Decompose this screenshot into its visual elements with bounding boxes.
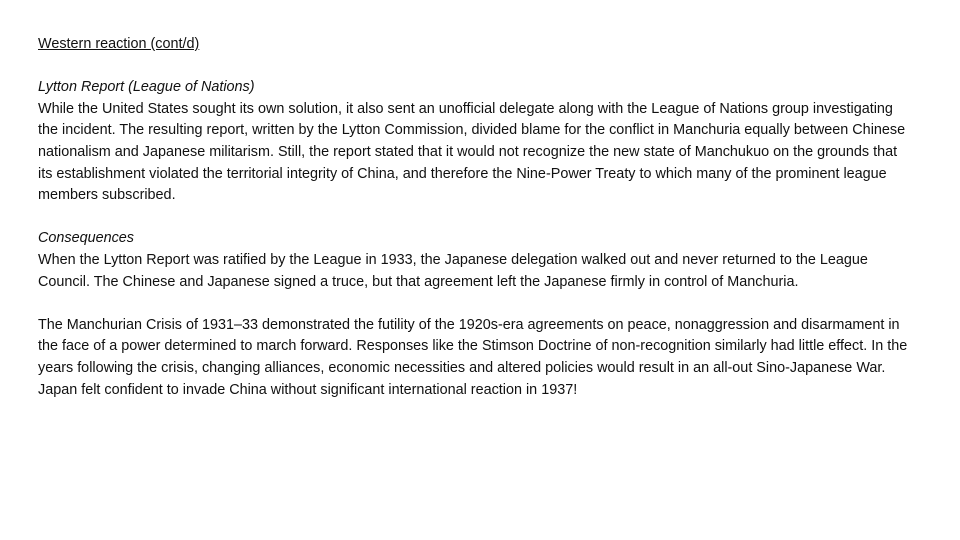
lytton-report-paragraph: While the United States sought its own solution, it also sent an unofficial delegate along with the League of Nations group investigating the incident. The resulting report, written by the Lytton Commission, divided blame for the conflict in Manchuria equally between Chinese nationalism and Japanese militarism. Still, the report stated that it would not recognize the new state of Manchukuo on the grounds that its establishment violated the territorial integrity of China, and therefore the Nine-Power Treaty to which many of the prominent league members subscribed.: [38, 100, 906, 204]
spacer: [38, 56, 910, 78]
spacer: [38, 207, 910, 229]
spacer: [38, 293, 910, 315]
manchurian-crisis-paragraph: The Manchurian Crisis of 1931–33 demonstrated the futility of the 1920s-era agreements on peace, nonaggression and disarmament in the face of a power determined to march forward. Responses like the Stimson Doctrine of non-recognition similarly had little effect. In the years following the crisis, changing alliances, economic necessities and altered policies would result in an all-out Sino-Japanese War. Japan felt confident to invade China without significant international reaction in 1937!: [38, 316, 908, 398]
text-content: [38, 34, 910, 401]
lytton-report-heading: Lytton Report (League of Nations): [38, 79, 255, 96]
consequences-paragraph: When the Lytton Report was ratified by the League in 1933, the Japanese delegation walked out and never returned to the League Council. The Chinese and Japanese signed a truce, but that agreement left the Japanese firmly in control of Manchuria.: [38, 251, 868, 290]
slide-title: Western reaction (cont/d): [38, 36, 200, 52]
consequences-heading: Consequences: [38, 230, 135, 247]
